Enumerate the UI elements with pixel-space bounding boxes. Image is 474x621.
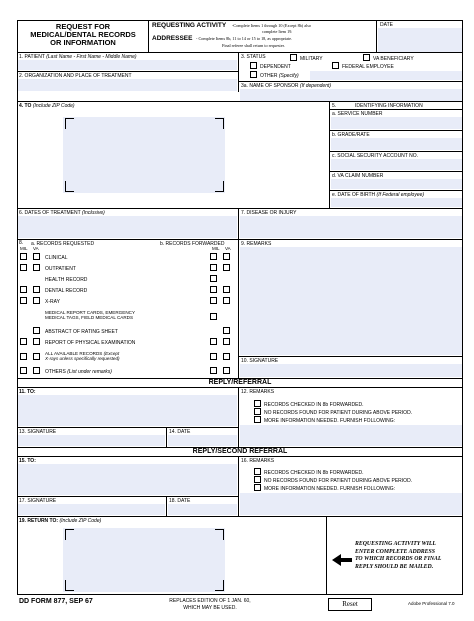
outpatient-va-checkbox[interactable]	[33, 264, 40, 271]
xray-fwd-mil-checkbox[interactable]	[210, 297, 217, 304]
outpatient-fwd-va-checkbox[interactable]	[223, 264, 230, 271]
dob-label: e. DATE OF BIRTH (If Federal employee)	[332, 192, 425, 198]
addressee-note-2: Final referee shall return to requester.	[222, 43, 285, 48]
xray-mil-checkbox[interactable]	[20, 297, 27, 304]
date-label: DATE	[380, 22, 393, 28]
identifying-info-number: 5.	[332, 103, 337, 109]
records-forwarded-label: b. RECORDS FORWARDED	[160, 241, 225, 247]
patient-field[interactable]	[18, 60, 237, 70]
all-available-label: ALL AVAILABLE RECORDS (Except X-rays unless specifically requested)	[45, 351, 120, 361]
outpatient-fwd-mil-checkbox[interactable]	[210, 264, 217, 271]
all-available-mil-checkbox[interactable]	[20, 353, 27, 360]
reply-more-info-label: MORE INFORMATION NEEDED. FURNISH FOLLOWING:	[264, 418, 396, 424]
reply-forwarded-checkbox[interactable]	[254, 400, 261, 407]
second-forwarded-label: RECORDS CHECKED IN 8b FORWARDED.	[264, 470, 364, 476]
grade-rate-label: b. GRADE/RATE	[332, 132, 370, 138]
second-remarks-label: 16. REMARKS	[241, 458, 275, 464]
va-header-b: VA	[225, 246, 231, 251]
xray-label: X-RAY	[45, 299, 60, 305]
return-to-label: 19. RETURN TO: (Include ZIP Code)	[19, 518, 102, 524]
grade-rate-field[interactable]	[331, 138, 462, 150]
sponsor-field[interactable]	[240, 89, 462, 101]
reply-remarks-field[interactable]	[240, 425, 462, 446]
reply-no-records-label: NO RECORDS FOUND FOR PATIENT DURING ABOVE PERIOD.	[264, 410, 413, 416]
second-to-field[interactable]	[18, 464, 237, 495]
reply-more-info-checkbox[interactable]	[254, 416, 261, 423]
dental-mil-checkbox[interactable]	[20, 286, 27, 293]
abstract-label: ABSTRACT OF RATING SHEET	[45, 329, 118, 335]
ssn-field[interactable]	[331, 159, 462, 170]
federal-employee-checkbox[interactable]	[332, 62, 339, 69]
date-field[interactable]	[378, 28, 462, 52]
return-address-field[interactable]	[63, 528, 225, 592]
form-id: DD FORM 877, SEP 67	[19, 598, 93, 605]
return-instructions: REQUESTING ACTIVITY WILL ENTER COMPLETE ADDRESS TO WHICH RECORDS OR FINAL REPLY SHOULD BE MAILED.	[355, 541, 442, 570]
dates-of-treatment-label: 6. DATES OF TREATMENT (Inclusive)	[19, 210, 105, 216]
va-beneficiary-checkbox[interactable]	[363, 54, 370, 61]
to-address-field[interactable]	[63, 117, 225, 193]
xray-va-checkbox[interactable]	[33, 297, 40, 304]
second-forwarded-checkbox[interactable]	[254, 468, 261, 475]
other-status-field[interactable]	[310, 71, 462, 80]
remarks-field[interactable]	[240, 247, 462, 355]
organization-label: 2. ORGANIZATION AND PLACE OF TREATMENT	[19, 73, 132, 79]
va-beneficiary-label: VA BENEFICIARY	[373, 56, 414, 62]
health-record-fwd-mil-checkbox[interactable]	[210, 275, 217, 282]
reply-referral-title: REPLY/REFERRAL	[208, 379, 272, 386]
signature-10-field[interactable]	[240, 364, 462, 377]
others-fwd-va-checkbox[interactable]	[223, 367, 230, 374]
physical-va-checkbox[interactable]	[33, 338, 40, 345]
clinical-fwd-mil-checkbox[interactable]	[210, 253, 217, 260]
dependent-checkbox[interactable]	[250, 62, 257, 69]
va-claim-field[interactable]	[331, 179, 462, 189]
dental-fwd-va-checkbox[interactable]	[223, 286, 230, 293]
disease-injury-label: 7. DISEASE OR INJURY	[241, 210, 297, 216]
second-date-field[interactable]	[168, 504, 237, 515]
abstract-va-checkbox[interactable]	[33, 327, 40, 334]
status-label: 3. STATUS	[241, 54, 266, 60]
second-more-info-checkbox[interactable]	[254, 484, 261, 491]
dental-record-label: DENTAL RECORD	[45, 288, 88, 294]
health-record-label: HEALTH RECORD	[45, 277, 88, 283]
remarks-label: 9. REMARKS	[241, 241, 272, 247]
requesting-activity-note: -Complete Items 1 through 10 (Except 8b) also	[232, 23, 311, 28]
physical-mil-checkbox[interactable]	[20, 338, 27, 345]
federal-employee-label: FEDERAL EMPLOYEE	[342, 64, 394, 70]
reply-no-records-checkbox[interactable]	[254, 408, 261, 415]
clinical-mil-checkbox[interactable]	[20, 253, 27, 260]
outpatient-label: OUTPATIENT	[45, 266, 76, 272]
disease-injury-field[interactable]	[240, 216, 462, 238]
ssn-label: c. SOCIAL SECURITY ACCOUNT NO.	[332, 153, 419, 159]
others-mil-checkbox[interactable]	[20, 367, 27, 374]
service-number-field[interactable]	[331, 117, 462, 129]
replaces-note: REPLACES EDITION OF 1 JAN. 60, WHICH MAY BE USED.	[169, 598, 251, 611]
service-number-label: a. SERVICE NUMBER	[332, 111, 383, 117]
clinical-fwd-va-checkbox[interactable]	[223, 253, 230, 260]
others-fwd-mil-checkbox[interactable]	[210, 367, 217, 374]
records-requested-label: a. RECORDS REQUESTED	[31, 241, 95, 247]
software-credit: Adobe Professional 7.0	[408, 601, 455, 606]
second-referral-title: REPLY/SECOND REFERRAL	[192, 448, 288, 455]
reply-to-label: 11. TO:	[19, 389, 36, 395]
identifying-info-title: IDENTIFYING INFORMATION	[355, 103, 423, 109]
addressee-label: ADDRESSEE	[152, 35, 193, 42]
military-label: MILITARY	[300, 56, 323, 62]
military-checkbox[interactable]	[290, 54, 297, 61]
reply-signature-field[interactable]	[18, 435, 165, 446]
physical-exam-label: REPORT OF PHYSICAL EXAMINATION	[45, 340, 136, 346]
to-label: 4. TO (Include ZIP Code)	[19, 103, 75, 109]
requesting-activity-note-2: complete Item 19.	[262, 29, 293, 34]
medical-report-label: MEDICAL REPORT CARDS, EMERGENCY MEDICAL TAGS, FIELD MEDICAL CARDS	[45, 310, 136, 320]
form-title: REQUEST FOR MEDICAL/DENTAL RECORDS OR INFORMATION	[30, 22, 136, 47]
second-signature-label: 17. SIGNATURE	[19, 498, 57, 504]
dental-fwd-mil-checkbox[interactable]	[210, 286, 217, 293]
all-available-va-checkbox[interactable]	[33, 353, 40, 360]
mil-header-a: MIL	[20, 246, 28, 251]
addressee-note: - Complete Items 8b, 11 to 14 or 15 to 18, as appropriate.	[196, 36, 293, 41]
all-available-fwd-mil-checkbox[interactable]	[210, 353, 217, 360]
reply-forwarded-label: RECORDS CHECKED IN 8b FORWARDED.	[264, 402, 364, 408]
second-no-records-label: NO RECORDS FOUND FOR PATIENT DURING ABOVE PERIOD.	[264, 478, 413, 484]
reply-remarks-label: 12. REMARKS	[241, 389, 275, 395]
second-signature-field[interactable]	[18, 504, 165, 515]
reply-date-field[interactable]	[168, 435, 237, 446]
va-header-a: VA	[33, 246, 39, 251]
dependent-label: DEPENDENT	[260, 64, 291, 70]
clinical-va-checkbox[interactable]	[33, 253, 40, 260]
section8-number: 8.	[19, 240, 24, 246]
physical-fwd-va-checkbox[interactable]	[223, 338, 230, 345]
other-status-checkbox[interactable]	[250, 71, 257, 78]
organization-field[interactable]	[18, 79, 237, 91]
all-available-fwd-va-checkbox[interactable]	[223, 353, 230, 360]
patient-label: 1. PATIENT (Last Name - First Name - Middle Name)	[19, 54, 137, 60]
reply-date-label: 14. DATE	[169, 429, 191, 435]
other-status-label: OTHER (Specify)	[260, 73, 299, 79]
others-va-checkbox[interactable]	[33, 367, 40, 374]
second-remarks-field[interactable]	[240, 493, 462, 515]
second-no-records-checkbox[interactable]	[254, 476, 261, 483]
outpatient-mil-checkbox[interactable]	[20, 264, 27, 271]
dob-field[interactable]	[331, 198, 462, 207]
others-label: OTHERS (List under remarks)	[45, 369, 112, 375]
requesting-activity-label: REQUESTING ACTIVITY	[152, 22, 227, 29]
medical-report-fwd-mil-checkbox[interactable]	[210, 313, 217, 320]
second-to-label: 15. TO:	[19, 458, 36, 464]
dates-of-treatment-field[interactable]	[18, 216, 237, 238]
sponsor-label: 3a. NAME OF SPONSOR (If dependent)	[241, 83, 332, 89]
second-date-label: 18. DATE	[169, 498, 191, 504]
reset-button[interactable]: Reset	[328, 598, 372, 611]
arrow-left-icon	[332, 553, 352, 565]
reply-to-field[interactable]	[18, 395, 237, 426]
physical-fwd-mil-checkbox[interactable]	[210, 338, 217, 345]
xray-fwd-va-checkbox[interactable]	[223, 297, 230, 304]
second-more-info-label: MORE INFORMATION NEEDED. FURNISH FOLLOWING:	[264, 486, 396, 492]
signature-10-label: 10. SIGNATURE	[241, 358, 279, 364]
dental-va-checkbox[interactable]	[33, 286, 40, 293]
reply-signature-label: 13. SIGNATURE	[19, 429, 57, 435]
mil-header-b: MIL	[212, 246, 220, 251]
va-claim-label: d. VA CLAIM NUMBER	[332, 173, 384, 179]
abstract-fwd-va-checkbox[interactable]	[223, 327, 230, 334]
clinical-label: CLINICAL	[45, 255, 68, 261]
